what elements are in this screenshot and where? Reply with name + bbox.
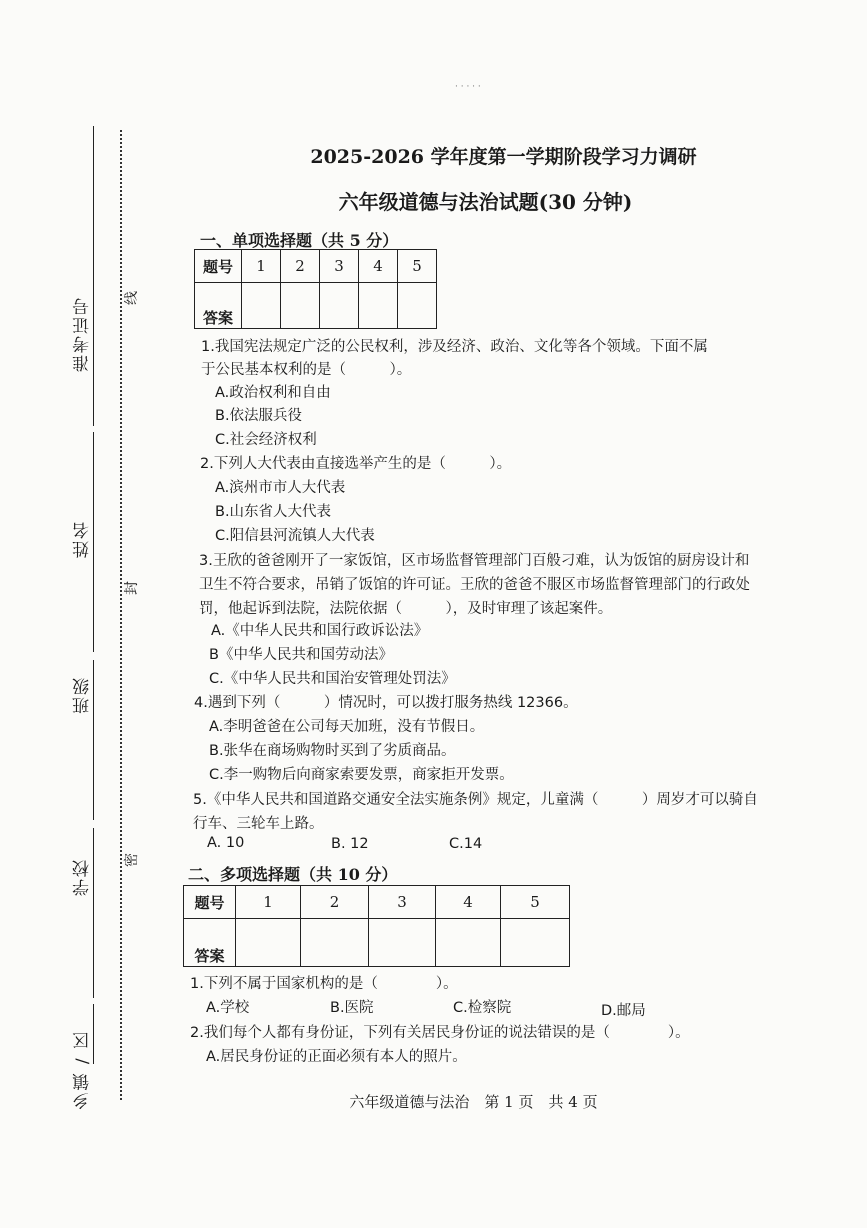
question-number: 2 [281, 250, 320, 283]
question-number: 3 [369, 886, 436, 919]
option: B.医院 [330, 1000, 374, 1016]
township-line [93, 1004, 94, 1064]
question-number: 2 [301, 886, 369, 919]
table-header-cell: 题号 [195, 250, 242, 283]
name-label: 姓名 [73, 520, 93, 558]
option: B.依法服兵役 [215, 408, 303, 424]
school-label: 学校 [73, 858, 93, 896]
option: A.学校 [206, 1000, 250, 1016]
question-number: 5 [501, 886, 570, 919]
school-line [93, 828, 94, 998]
option: A.李明爸爸在公司每天加班，没有节假日。 [209, 719, 485, 735]
answer-cell[interactable] [369, 919, 436, 967]
option: A.《中华人民共和国行政诉讼法》 [211, 623, 429, 639]
township-label: 乡镇 / 区 [73, 1030, 93, 1110]
option: A.滨州市市人大代表 [215, 480, 346, 496]
seal-char-secret: 密 [124, 853, 140, 867]
question-number: 4 [359, 250, 398, 283]
seal-char-line: 线 [124, 291, 140, 305]
answer-cell[interactable] [398, 283, 437, 329]
answer-cell[interactable] [301, 919, 369, 967]
answer-cell[interactable] [320, 283, 359, 329]
question-line: 2.我们每个人都有身份证，下列有关居民身份证的说法错误的是（ ）。 [190, 1025, 690, 1041]
question-line: 于公民基本权利的是（ ）。 [201, 362, 412, 378]
option: A.政治权利和自由 [215, 385, 331, 401]
top-mark: · · · · · [455, 82, 481, 92]
question-number: 1 [236, 886, 301, 919]
seal-char-seal: 封 [124, 581, 140, 595]
class-line [93, 660, 94, 820]
section2-heading: 二、多项选择题（共 10 分） [188, 865, 398, 884]
answer-cell[interactable] [436, 919, 501, 967]
question-line: 5.《中华人民共和国道路交通安全法实施条例》规定，儿童满（ ）周岁才可以骑自 [193, 792, 758, 808]
question-line: 4.遇到下列（ ）情况时，可以拨打服务热线 12366。 [194, 695, 578, 711]
section1-answer-table [194, 249, 437, 329]
option: C.阳信县河流镇人大代表 [215, 528, 375, 544]
question-number: 4 [436, 886, 501, 919]
question-line: 行车、三轮车上路。 [193, 816, 324, 832]
question-number: 1 [242, 250, 281, 283]
class-label: 班级 [73, 676, 93, 714]
question-number: 3 [320, 250, 359, 283]
option: D.邮局 [601, 1003, 646, 1019]
answer-cell[interactable] [242, 283, 281, 329]
table-header-cell: 题号 [184, 886, 236, 919]
answer-cell[interactable] [281, 283, 320, 329]
question-line: 卫生不符合要求，吊销了饭馆的许可证。王欣的爸爸不服区市场监督管理部门的行政处 [199, 577, 750, 593]
option: B.山东省人大代表 [215, 504, 332, 520]
answer-label-cell: 答案 [184, 919, 236, 967]
option: C.检察院 [453, 1000, 512, 1016]
question-line: 1.下列不属于国家机构的是（ ）。 [190, 976, 458, 992]
exam-title: 2025-2026 学年度第一学期阶段学习力调研 [310, 146, 697, 168]
option: C.14 [449, 836, 483, 852]
question-line: 2.下列人大代表由直接选举产生的是（ ）。 [200, 456, 512, 472]
option: A.居民身份证的正面必须有本人的照片。 [206, 1049, 467, 1065]
name-line [93, 432, 94, 652]
exam-subtitle: 六年级道德与法治试题(30 分钟) [338, 190, 633, 214]
answer-cell[interactable] [236, 919, 301, 967]
exam-id-line [93, 126, 94, 426]
option: B. 12 [331, 836, 369, 852]
section2-answer-table [183, 885, 570, 967]
option: A. 10 [207, 835, 245, 851]
option: C.社会经济权利 [215, 432, 317, 448]
question-line: 罚，他起诉到法院，法院依据（ ），及时审理了该起案件。 [199, 601, 613, 617]
option: B《中华人民共和国劳动法》 [209, 647, 393, 663]
answer-cell[interactable] [359, 283, 398, 329]
option: C.《中华人民共和国治安管理处罚法》 [209, 671, 456, 687]
section1-heading: 一、单项选择题（共 5 分） [200, 231, 399, 250]
question-line: 1.我国宪法规定广泛的公民权利，涉及经济、政治、文化等各个领域。下面不属 [201, 339, 708, 355]
option: C.李一购物后向商家索要发票，商家拒开发票。 [209, 767, 514, 783]
question-number: 5 [398, 250, 437, 283]
page-footer: 六年级道德与法治 第 1 页 共 4 页 [349, 1093, 598, 1111]
exam-id-label: 准考证号 [73, 296, 93, 372]
question-line: 3.王欣的爸爸刚开了一家饭馆，区市场监督管理部门百般刁难，认为饭馆的厨房设计和 [199, 553, 750, 569]
answer-cell[interactable] [501, 919, 570, 967]
seal-dotted-line [120, 130, 122, 1100]
answer-label-cell: 答案 [195, 283, 242, 329]
option: B.张华在商场购物时买到了劣质商品。 [209, 743, 456, 759]
